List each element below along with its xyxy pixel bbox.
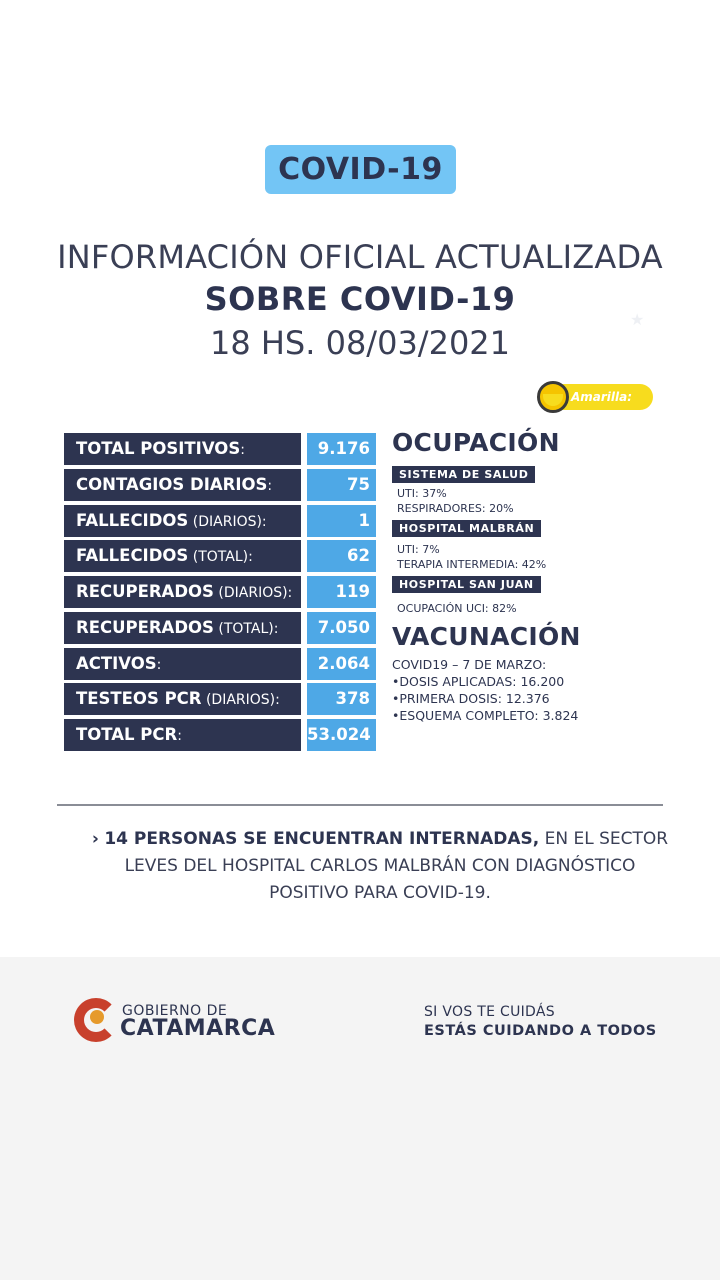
stat-label-sub: (DIARIOS): [188, 513, 267, 530]
stat-value: 7.050 [307, 612, 376, 644]
stat-label-text: FALLECIDOS [76, 546, 189, 566]
stat-label [64, 540, 301, 572]
sistema-salud-tag: SISTEMA DE SALUD [392, 466, 535, 483]
stat-label-text: CONTAGIOS DIARIOS [76, 474, 268, 494]
stat-row [64, 505, 376, 537]
note-line-2: LEVES DEL HOSPITAL CARLOS MALBRÁN CON DIAGNÓSTICO [124, 856, 636, 876]
gobierno-line: GOBIERNO DE [122, 1003, 228, 1019]
stat-value: 119 [307, 576, 376, 608]
stat-label [64, 433, 301, 465]
note-line-1 [80, 826, 680, 853]
header-line-1: INFORMACIÓN OFICIAL ACTUALIZADA [57, 238, 663, 276]
catamarca-logo-icon [74, 998, 118, 1042]
stat-label [64, 648, 301, 680]
note-line-3: POSITIVO PARA COVID-19. [269, 883, 491, 903]
stat-label-sub: : [240, 442, 245, 458]
alert-label: Amarilla: [571, 390, 633, 404]
stat-value: 1 [307, 505, 376, 537]
stat-label-sub: : [177, 728, 182, 744]
ocupacion-title: OCUPACIÓN [392, 428, 560, 457]
covid-badge: COVID-19 [265, 145, 456, 194]
stat-label-sub: (TOTAL): [213, 620, 279, 637]
stat-label-sub: (DIARIOS): [201, 692, 280, 709]
divider [57, 804, 663, 806]
slogan-line-2: ESTÁS CUIDANDO A TODOS [424, 1023, 657, 1039]
stat-row [64, 540, 376, 572]
stat-row [64, 719, 376, 751]
stat-row [64, 612, 376, 644]
stat-label-text: TESTEOS PCR [76, 689, 202, 709]
stat-label-sub: : [156, 656, 162, 673]
stat-label [64, 576, 301, 608]
occupancy-column [392, 428, 692, 724]
note-rest: EN EL SECTOR [539, 829, 669, 849]
star-icon: ★ [630, 310, 645, 329]
vacunacion-date: COVID19 – 7 DE MARZO: [392, 657, 547, 672]
sistema-respiradores: RESPIRADORES: 20% [397, 502, 514, 515]
chevron-right-icon: › [91, 829, 99, 849]
stat-label [64, 505, 301, 537]
alert-circle-icon [537, 381, 569, 413]
stat-row [64, 576, 376, 608]
stat-label-text: FALLECIDOS [76, 510, 189, 530]
vacunacion-primera: •PRIMERA DOSIS: 12.376 [392, 691, 550, 706]
vacunacion-dosis: •DOSIS APLICADAS: 16.200 [392, 674, 565, 689]
stat-row [64, 683, 376, 715]
stat-label-text: RECUPERADOS [76, 617, 214, 637]
stat-label-sub: : [267, 477, 273, 494]
slogan-line-1: SI VOS TE CUIDÁS [424, 1004, 555, 1020]
stat-row [64, 648, 376, 680]
sanjuan-uci: OCUPACIÓN UCI: 82% [397, 602, 517, 615]
internados-note [80, 826, 680, 907]
alert-level [537, 381, 653, 411]
header-line-2: SOBRE COVID-19 [204, 280, 516, 318]
malbran-terapia: TERAPIA INTERMEDIA: 42% [397, 558, 547, 571]
stat-value: 75 [307, 469, 376, 501]
stat-row [64, 433, 376, 465]
stat-label-text: RECUPERADOS [76, 582, 214, 601]
malbran-uti: UTI: 7% [397, 543, 440, 556]
header-date: 18 HS. 08/03/2021 [209, 324, 511, 362]
stat-label [64, 612, 301, 644]
stat-row [64, 469, 376, 501]
stat-value: 378 [307, 683, 376, 715]
stat-value: 9.176 [307, 433, 376, 465]
stat-label-text: ACTIVOS [76, 653, 157, 673]
stat-label-sub: (DIARIOS): [213, 585, 293, 601]
vacunacion-title: VACUNACIÓN [392, 622, 581, 651]
hospital-malbran-tag: HOSPITAL MALBRÁN [392, 520, 541, 537]
stat-value: 62 [307, 540, 376, 572]
note-bold: 14 PERSONAS SE ENCUENTRAN INTERNADAS, [104, 829, 540, 849]
vacunacion-completo: •ESQUEMA COMPLETO: 3.824 [392, 708, 579, 723]
hospital-san-juan-tag: HOSPITAL SAN JUAN [392, 576, 541, 593]
stat-label-text: TOTAL PCR [76, 725, 178, 744]
stat-value: 2.064 [307, 648, 376, 680]
catamarca-line: CATAMARCA [120, 1016, 276, 1041]
stat-label [64, 719, 301, 751]
stat-label-text: TOTAL POSITIVOS [76, 439, 241, 458]
stat-label [64, 683, 301, 715]
sistema-uti: UTI: 37% [397, 487, 447, 500]
stats-table [64, 433, 376, 755]
stat-label-sub: (TOTAL): [188, 549, 253, 566]
stat-value: 53.024 [307, 719, 376, 751]
stat-label [64, 469, 301, 501]
